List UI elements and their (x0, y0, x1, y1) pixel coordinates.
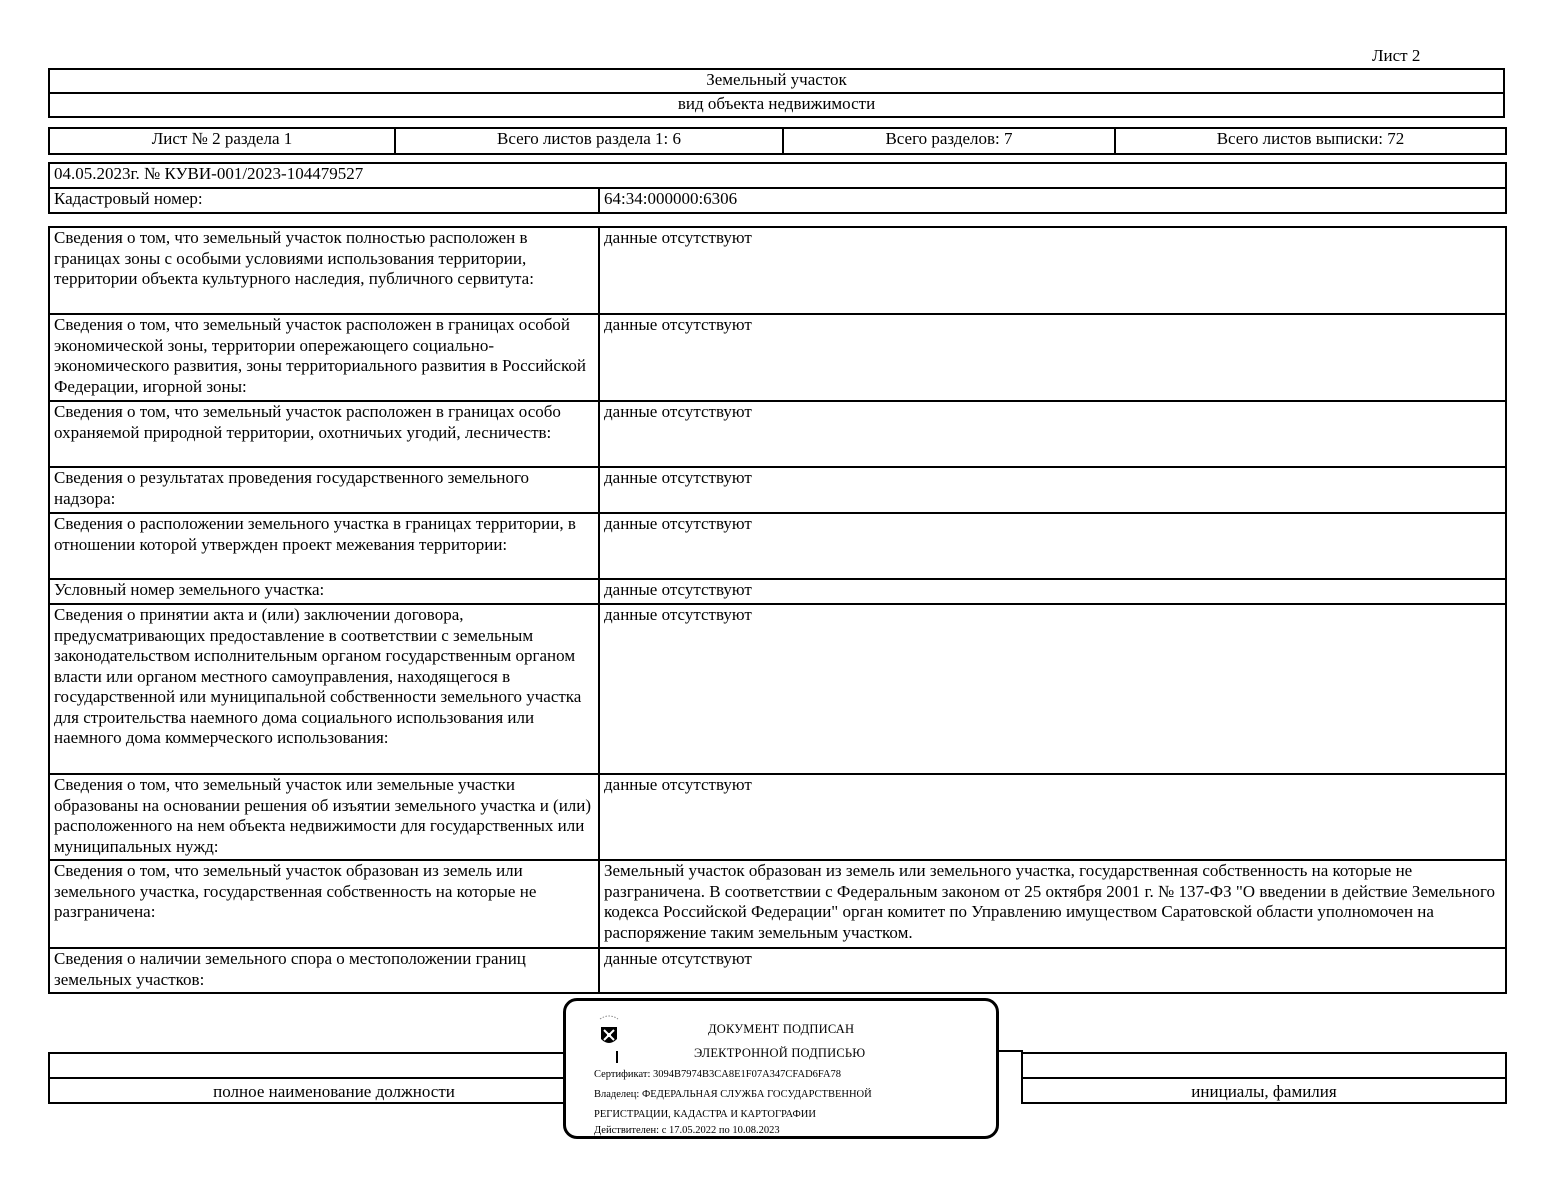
stamp-validity: Действителен: с 17.05.2022 по 10.08.2023 (594, 1125, 780, 1136)
name-caption: инициалы, фамилия (1022, 1078, 1506, 1103)
table-row (49, 604, 1506, 774)
table-row (49, 467, 1506, 513)
document-reference: 04.05.2023г. № КУВИ-001/2023-104479527 (49, 163, 1506, 188)
identification-table (48, 162, 1507, 214)
electronic-signature-stamp (563, 998, 999, 1139)
sheet-of-section: Лист № 2 раздела 1 (49, 128, 395, 154)
sheet-counts-table (48, 127, 1507, 155)
table-row (49, 860, 1506, 948)
object-type: Земельный участок (49, 69, 1504, 93)
row-label: Сведения о расположении земельного участка в границах территории, в отношении которой утвержден проект межевания территории: (49, 513, 599, 579)
coat-of-arms-icon (594, 1015, 624, 1049)
table-row (49, 948, 1506, 993)
position-caption: полное наименование должности (49, 1078, 619, 1103)
row-value: данные отсутствуют (599, 579, 1506, 604)
stamp-subtitle: ЭЛЕКТРОННОЙ ПОДПИСЬЮ (694, 1046, 866, 1060)
stamp-owner-cont: РЕГИСТРАЦИИ, КАДАСТРА И КАРТОГРАФИИ (594, 1109, 816, 1120)
row-value: данные отсутствуют (599, 604, 1506, 774)
table-row (49, 401, 1506, 467)
stamp-tick (616, 1051, 618, 1063)
object-kind-caption: вид объекта недвижимости (49, 93, 1504, 117)
stamp-owner: Владелец: ФЕДЕРАЛЬНАЯ СЛУЖБА ГОСУДАРСТВЕННОЙ (594, 1089, 872, 1100)
row-value: данные отсутствуют (599, 227, 1506, 314)
name-line (1022, 1053, 1506, 1078)
table-row (49, 774, 1506, 860)
row-label: Сведения о наличии земельного спора о местоположении границ земельных участков: (49, 948, 599, 993)
row-label: Сведения о том, что земельный участок полностью расположен в границах зоны с особыми условиями использования территории, территории объекта культурного наследия, публичного сервитута: (49, 227, 599, 314)
row-value: данные отсутствуют (599, 467, 1506, 513)
position-line (49, 1053, 619, 1078)
row-label: Сведения о том, что земельный участок или земельные участки образованы на основании решения об изъятии земельного участка и (или) расположенного на нем объекта недвижимости для государственных или муниципальных нужд: (49, 774, 599, 860)
total-sections: Всего разделов: 7 (783, 128, 1115, 154)
row-value: данные отсутствуют (599, 401, 1506, 467)
total-sheets-section: Всего листов раздела 1: 6 (395, 128, 783, 154)
stamp-title: ДОКУМЕНТ ПОДПИСАН (708, 1022, 855, 1036)
row-label: Сведения о том, что земельный участок расположен в границах особой экономической зоны, территории опережающего социально-экономического развития, зоны территориального развития в Российской Федерации, игорной зоны: (49, 314, 599, 401)
object-header-table (48, 68, 1505, 118)
sheet-label: Лист 2 (1372, 46, 1421, 65)
table-row (49, 513, 1506, 579)
row-value: данные отсутствуют (599, 774, 1506, 860)
total-sheets-extract: Всего листов выписки: 72 (1115, 128, 1506, 154)
stamp-certificate: Сертификат: 3094B7974B3CA8E1F07A347CFAD6FA78 (594, 1069, 842, 1080)
row-label: Сведения о результатах проведения государственного земельного надзора: (49, 467, 599, 513)
row-value: Земельный участок образован из земель или земельного участка, государственная собственность на которые не разграничена. В соответствии с Федеральным законом от 25 октября 2001 г. № 137-ФЗ "О введении в действие Земельного кодекса Российской Федерации" орган комитет по Управлению имуществом Саратовской области уполномочен на распоряжение таким земельным участком. (599, 860, 1506, 948)
row-value: данные отсутствуют (599, 948, 1506, 993)
row-label: Сведения о том, что земельный участок расположен в границах особо охраняемой природной территории, охотничьих угодий, лесничеств: (49, 401, 599, 467)
cadastral-number-value: 64:34:000000:6306 (599, 188, 1506, 213)
row-value: данные отсутствуют (599, 513, 1506, 579)
row-label: Сведения о принятии акта и (или) заключении договора, предусматривающих предоставление в соответствии с земельным законодательством исполнительным органом государственным органом власти или органом местного самоуправления, находящегося в государственной или муниципальной собственности земельного участка для строительства наемного дома социального использования или наемного дома коммерческого использования: (49, 604, 599, 774)
row-value: данные отсутствуют (599, 314, 1506, 401)
cadastral-number-label: Кадастровый номер: (49, 188, 599, 213)
table-row (49, 314, 1506, 401)
row-label: Условный номер земельного участка: (49, 579, 599, 604)
table-row (49, 579, 1506, 604)
land-plot-details-table (48, 226, 1507, 994)
table-row (49, 227, 1506, 314)
row-label: Сведения о том, что земельный участок образован из земель или земельного участка, государственная собственность на которые не разграничена: (49, 860, 599, 948)
